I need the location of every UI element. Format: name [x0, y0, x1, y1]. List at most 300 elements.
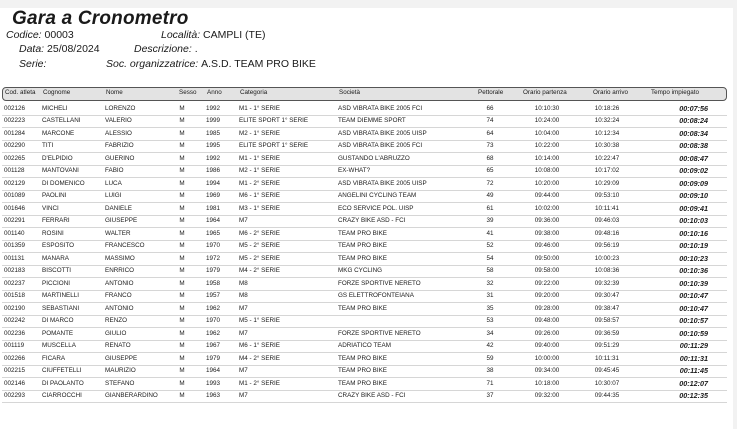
cell-orario-partenza: 09:48:00: [534, 317, 560, 324]
cell-anno: 1992: [206, 154, 221, 162]
cell-cognome: MARCONE: [42, 129, 75, 137]
cell-cod-atleta: 001359: [4, 242, 26, 249]
cell-tempo-impiegato: 00:07:56: [679, 103, 708, 113]
cell-anno: 1992: [206, 104, 221, 112]
table-row: [2, 316, 727, 329]
cell-nome: FRANCESCO: [105, 242, 145, 249]
cell-nome: VALERIO: [105, 117, 132, 124]
cell-nome: LUCA: [105, 179, 122, 187]
cell-cognome: MUSCELLA: [42, 342, 76, 349]
cell-cognome: MARTINELLI: [42, 292, 79, 299]
cell-pettorale: 74: [486, 117, 494, 124]
col-pettorale: Pettorale: [478, 89, 504, 96]
cell-pettorale: 41: [486, 229, 494, 237]
cell-cod-atleta: 002215: [4, 367, 26, 374]
cell-nome: GUERINO: [105, 154, 135, 162]
cell-categoria: M1 - 2° SERIE: [239, 179, 281, 187]
table-row: [2, 153, 727, 166]
cell-tempo-impiegato: 00:08:38: [679, 141, 708, 150]
cell-anno: 1964: [206, 217, 221, 224]
cell-sesso: M: [179, 167, 185, 174]
data-label: Data:: [19, 43, 45, 55]
cell-anno: 1958: [206, 279, 221, 287]
cell-pettorale: 34: [486, 329, 494, 337]
cell-anno: 1969: [206, 192, 221, 199]
cell-societa: GUSTANDO L'ABRUZZO: [338, 154, 410, 162]
cell-societa: CRAZY BIKE ASD - FCI: [338, 217, 406, 224]
cell-nome: ANTONIO: [105, 279, 134, 287]
cell-sesso: M: [179, 267, 185, 274]
cell-pettorale: 32: [486, 279, 494, 287]
table-row: [2, 178, 727, 191]
cell-societa: TEAM PRO BIKE: [338, 304, 387, 312]
cell-tempo-impiegato: 00:08:24: [679, 116, 708, 125]
cell-cod-atleta: 002265: [4, 154, 26, 162]
cell-tempo-impiegato: 00:11:45: [679, 366, 708, 375]
cell-societa: TEAM PRO BIKE: [338, 379, 387, 387]
cell-nome: RENZO: [105, 317, 128, 324]
cell-cod-atleta: 002223: [4, 117, 26, 124]
cell-sesso: M: [179, 342, 185, 349]
table-row: [2, 103, 727, 116]
cell-orario-arrivo: 09:30:47: [594, 292, 620, 299]
cell-societa: MKG CYCLING: [338, 267, 383, 274]
cell-nome: FABIO: [105, 167, 124, 174]
cell-tempo-impiegato: 00:12:35: [679, 391, 708, 400]
cell-anno: 1993: [206, 379, 221, 387]
cell-pettorale: 54: [486, 254, 494, 262]
descrizione-value: .: [194, 43, 198, 55]
cell-pettorale: 35: [486, 304, 494, 312]
cell-pettorale: 71: [486, 379, 494, 387]
cell-nome: GIULIO: [105, 329, 127, 337]
cell-anno: 1963: [206, 392, 221, 399]
cell-anno: 1970: [206, 317, 221, 324]
table-row: [2, 303, 727, 316]
table-row: [2, 203, 727, 216]
cell-pettorale: 42: [486, 342, 494, 349]
cell-orario-partenza: 09:46:00: [534, 242, 560, 249]
cell-sesso: M: [179, 192, 185, 199]
cell-anno: 1995: [206, 142, 221, 149]
cell-nome: FRANCO: [105, 292, 132, 299]
cell-pettorale: 59: [486, 354, 494, 362]
cell-cod-atleta: 001518: [4, 292, 26, 299]
cell-societa: CRAZY BIKE ASD - FCI: [338, 392, 406, 399]
cell-cod-atleta: 002266: [4, 354, 26, 362]
cell-orario-partenza: 09:50:00: [534, 254, 560, 262]
cell-pettorale: 37: [486, 392, 494, 399]
cell-sesso: M: [179, 129, 185, 137]
table-row: [2, 266, 727, 279]
cell-nome: WALTER: [105, 229, 131, 237]
cell-categoria: M1 - 2° SERIE: [239, 379, 281, 387]
cell-cod-atleta: 002237: [4, 279, 26, 287]
cell-cognome: ESPOSITO: [42, 242, 75, 249]
col-cod-atleta: Cod. atleta: [5, 89, 36, 96]
cell-cod-atleta: 002293: [4, 392, 26, 399]
cell-societa: ANGELINI CYCLING TEAM: [338, 192, 417, 199]
cell-orario-arrivo: 10:17:02: [594, 167, 620, 174]
soc-value: A.S.D. TEAM PRO BIKE: [201, 58, 316, 70]
cell-cod-atleta: 002291: [4, 217, 26, 224]
soc-label: Soc. organizzatrice:: [106, 58, 199, 70]
cell-cod-atleta: 002146: [4, 379, 26, 387]
cell-nome: FABRIZIO: [105, 142, 134, 149]
cell-sesso: M: [179, 179, 185, 187]
cell-nome: LORENZO: [105, 104, 136, 112]
cell-societa: ASD VIBRATA BIKE 2005 FCI: [338, 104, 423, 112]
cell-cod-atleta: 002126: [4, 104, 26, 112]
cell-categoria: M6 - 1° SERIE: [239, 192, 281, 199]
table-row: [2, 291, 727, 304]
cell-tempo-impiegato: 00:10:03: [679, 216, 708, 225]
cell-cod-atleta: 002242: [4, 317, 26, 324]
cell-orario-partenza: 09:34:00: [534, 367, 560, 374]
cell-orario-partenza: 09:38:00: [534, 229, 560, 237]
cell-anno: 1979: [206, 267, 221, 274]
cell-tempo-impiegato: 00:11:29: [679, 341, 708, 350]
page-title: Gara a Cronometro: [12, 8, 189, 29]
cell-pettorale: 65: [486, 167, 494, 174]
cell-pettorale: 61: [486, 204, 494, 212]
cell-cod-atleta: 001128: [4, 167, 25, 174]
cell-sesso: M: [179, 229, 185, 237]
cell-pettorale: 66: [486, 104, 494, 112]
cell-orario-partenza: 09:28:00: [534, 304, 560, 312]
cell-categoria: M6 - 1° SERIE: [239, 342, 281, 349]
cell-pettorale: 73: [486, 142, 494, 149]
cell-cognome: TITI: [42, 142, 54, 149]
cell-societa: GS ELETTROFONTEIANA: [338, 292, 414, 299]
cell-pettorale: 72: [486, 179, 494, 187]
cell-nome: STEFANO: [105, 379, 135, 387]
cell-orario-partenza: 09:22:00: [534, 279, 560, 287]
col-societa: Società: [339, 89, 361, 96]
data-field: [19, 43, 100, 55]
cell-sesso: M: [179, 354, 185, 362]
cell-orario-partenza: 09:20:00: [534, 292, 560, 299]
localita-label: Località:: [161, 29, 201, 41]
cell-orario-arrivo: 10:00:23: [594, 254, 620, 262]
cell-tempo-impiegato: 00:10:36: [679, 266, 708, 275]
cell-cognome: DI MARCO: [42, 317, 74, 324]
cell-tempo-impiegato: 00:09:02: [679, 166, 708, 175]
cell-cognome: BISCOTTI: [42, 267, 72, 274]
cell-pettorale: 49: [486, 192, 494, 199]
cell-orario-arrivo: 09:32:39: [594, 279, 620, 287]
cell-societa: ASD VIBRATA BIKE 2005 UISP: [338, 129, 427, 137]
cell-tempo-impiegato: 00:10:23: [679, 253, 708, 263]
cell-cognome: VINCI: [42, 204, 59, 212]
cell-societa: TEAM PRO BIKE: [338, 229, 387, 237]
cell-sesso: M: [179, 204, 185, 212]
cell-nome: ALESSIO: [105, 129, 132, 137]
cell-anno: 1972: [206, 254, 221, 262]
cell-nome: MASSIMO: [105, 254, 135, 262]
cell-orario-partenza: 10:04:00: [534, 129, 560, 137]
serie-label: Serie:: [19, 58, 47, 70]
cell-categoria: M2 - 1° SERIE: [239, 129, 281, 137]
cell-pettorale: 68: [486, 154, 494, 162]
cell-categoria: M6 - 2° SERIE: [239, 229, 281, 237]
cell-sesso: M: [179, 154, 185, 162]
cell-nome: ANTONIO: [105, 304, 134, 312]
cell-cod-atleta: 002236: [4, 329, 26, 337]
cell-orario-partenza: 10:18:00: [534, 379, 560, 387]
soc-field: [106, 58, 316, 70]
cell-anno: 1964: [206, 367, 221, 374]
cell-cod-atleta: 001284: [4, 129, 26, 137]
cell-pettorale: 53: [486, 317, 494, 324]
cell-anno: 1967: [206, 342, 221, 349]
cell-categoria: M4 - 2° SERIE: [239, 354, 281, 362]
cell-orario-arrivo: 10:30:38: [594, 142, 620, 149]
cell-categoria: M7: [239, 304, 248, 312]
data-value: 25/08/2024: [47, 43, 100, 55]
cell-orario-arrivo: 09:36:59: [594, 329, 620, 337]
cell-cognome: DI PAOLANTO: [42, 379, 84, 387]
localita-field: [161, 29, 265, 41]
results-sheet: [0, 8, 733, 429]
cell-pettorale: 58: [486, 267, 494, 274]
cell-cod-atleta: 001089: [4, 192, 26, 199]
cell-sesso: M: [179, 217, 185, 224]
cell-orario-partenza: 10:22:00: [534, 142, 560, 149]
cell-cognome: MANARA: [42, 254, 69, 262]
codice-label: Codice:: [6, 29, 42, 41]
cell-categoria: M4 - 2° SERIE: [239, 267, 281, 274]
cell-sesso: M: [179, 392, 185, 399]
table-row: [2, 216, 727, 229]
cell-tempo-impiegato: 00:10:16: [679, 228, 708, 238]
cell-anno: 1962: [206, 304, 221, 312]
table-row: [2, 391, 727, 404]
cell-societa: TEAM PRO BIKE: [338, 367, 387, 374]
cell-tempo-impiegato: 00:09:09: [679, 178, 708, 188]
cell-nome: GIANBERARDINO: [105, 392, 158, 399]
cell-categoria: M1 - 1° SERIE: [239, 154, 281, 162]
cell-cognome: POMANTE: [42, 329, 74, 337]
cell-categoria: M7: [239, 367, 248, 374]
cell-tempo-impiegato: 00:08:47: [679, 153, 708, 163]
cell-cognome: CASTELLANI: [42, 117, 81, 124]
table-row: [2, 378, 727, 391]
cell-cod-atleta: 001119: [4, 342, 25, 349]
cell-cod-atleta: 001140: [4, 229, 25, 237]
cell-nome: ENRRICO: [105, 267, 135, 274]
results-table: [2, 103, 727, 403]
cell-anno: 1986: [206, 167, 221, 174]
cell-anno: 1994: [206, 179, 221, 187]
cell-orario-arrivo: 09:53:10: [594, 192, 620, 199]
table-row: [2, 128, 727, 141]
table-row: [2, 191, 727, 204]
cell-orario-arrivo: 10:29:09: [594, 179, 620, 187]
cell-tempo-impiegato: 00:11:31: [679, 353, 708, 363]
table-row: [2, 241, 727, 254]
cell-tempo-impiegato: 00:10:39: [679, 278, 708, 288]
cell-tempo-impiegato: 00:09:41: [679, 203, 708, 213]
cell-anno: 1962: [206, 329, 221, 337]
cell-sesso: M: [179, 254, 185, 262]
cell-sesso: M: [179, 329, 185, 337]
cell-orario-arrivo: 10:32:24: [594, 117, 620, 124]
cell-orario-partenza: 09:58:00: [534, 267, 560, 274]
cell-sesso: M: [179, 142, 185, 149]
cell-anno: 1981: [206, 204, 221, 212]
cell-sesso: M: [179, 104, 185, 112]
col-orario-partenza: Orario partenza: [523, 89, 567, 96]
cell-pettorale: 31: [486, 292, 494, 299]
cell-societa: EX-WHAT?: [338, 167, 371, 174]
cell-orario-arrivo: 09:56:19: [594, 242, 620, 249]
cell-cod-atleta: 001646: [4, 204, 26, 212]
cell-anno: 1965: [206, 229, 221, 237]
cell-societa: ADRIATICO TEAM: [338, 342, 391, 349]
col-sesso: Sesso: [179, 89, 197, 96]
cell-nome: GIUSEPPE: [105, 217, 138, 224]
cell-cognome: CIARROCCHI: [42, 392, 82, 399]
cell-orario-partenza: 10:08:00: [534, 167, 560, 174]
table-row: [2, 141, 727, 154]
cell-tempo-impiegato: 00:09:10: [679, 191, 708, 200]
cell-tempo-impiegato: 00:10:57: [679, 316, 708, 325]
cell-tempo-impiegato: 00:08:34: [679, 128, 708, 138]
cell-sesso: M: [179, 304, 185, 312]
table-row: [2, 328, 727, 341]
cell-categoria: M7: [239, 392, 248, 399]
cell-tempo-impiegato: 00:10:47: [679, 303, 708, 313]
cell-anno: 1985: [206, 129, 221, 137]
codice-field: [6, 29, 74, 41]
cell-orario-arrivo: 10:08:36: [594, 267, 620, 274]
cell-orario-partenza: 09:44:00: [534, 192, 560, 199]
cell-cognome: ROSINI: [42, 229, 64, 237]
cell-categoria: M3 - 1° SERIE: [239, 204, 281, 212]
table-row: [2, 278, 727, 291]
localita-value: CAMPLI (TE): [203, 29, 266, 41]
cell-sesso: M: [179, 292, 185, 299]
cell-pettorale: 39: [486, 217, 494, 224]
cell-sesso: M: [179, 379, 185, 387]
cell-anno: 1970: [206, 242, 221, 249]
cell-societa: TEAM PRO BIKE: [338, 354, 387, 362]
cell-orario-partenza: 09:26:00: [534, 329, 560, 337]
cell-cognome: CIUFFETELLI: [42, 367, 82, 374]
col-categoria: Categoria: [240, 89, 268, 96]
cell-cognome: PICCIONI: [42, 279, 70, 287]
cell-orario-arrivo: 09:38:47: [594, 304, 620, 312]
col-tempo-impiegato: Tempo impiegato: [651, 89, 699, 96]
cell-categoria: M7: [239, 217, 248, 224]
cell-categoria: ELITE SPORT 1° SERIE: [239, 117, 309, 124]
cell-categoria: M8: [239, 279, 248, 287]
cell-tempo-impiegato: 00:12:07: [679, 378, 708, 388]
cell-orario-partenza: 10:24:00: [534, 117, 560, 124]
cell-orario-arrivo: 10:30:07: [594, 379, 620, 387]
cell-societa: FORZE SPORTIVE NERETO: [338, 329, 421, 337]
codice-value: 00003: [44, 29, 74, 41]
cell-orario-arrivo: 09:45:45: [594, 367, 620, 374]
table-row: [2, 228, 727, 241]
cell-sesso: M: [179, 317, 185, 324]
cell-societa: ASD VIBRATA BIKE 2005 FCI: [338, 142, 423, 149]
serie-field: [19, 58, 46, 70]
cell-anno: 1999: [206, 117, 221, 124]
cell-cod-atleta: 002183: [4, 267, 26, 274]
col-orario-arrivo: Orario arrivo: [593, 89, 628, 96]
cell-categoria: M7: [239, 329, 248, 337]
table-row: [2, 116, 727, 129]
cell-cognome: FICARA: [42, 354, 66, 362]
cell-sesso: M: [179, 242, 185, 249]
cell-orario-arrivo: 09:46:03: [594, 217, 620, 224]
cell-orario-partenza: 10:02:00: [534, 204, 560, 212]
cell-cognome: SEBASTIANI: [42, 304, 80, 312]
col-cognome: Cognome: [43, 89, 71, 96]
cell-cod-atleta: 001131: [4, 254, 25, 262]
cell-pettorale: 52: [486, 242, 494, 249]
cell-nome: MAURIZIO: [105, 367, 136, 374]
cell-orario-arrivo: 09:58:57: [594, 317, 620, 324]
cell-orario-arrivo: 09:51:29: [594, 342, 620, 349]
table-row: [2, 353, 727, 366]
cell-anno: 1979: [206, 354, 221, 362]
cell-pettorale: 64: [486, 129, 494, 137]
table-row: [2, 253, 727, 266]
col-nome: Nome: [106, 89, 123, 96]
cell-societa: ASD VIBRATA BIKE 2005 UISP: [338, 179, 427, 187]
cell-orario-arrivo: 10:11:41: [594, 204, 620, 212]
cell-societa: TEAM DIEMME SPORT: [338, 117, 406, 124]
descrizione-field: [134, 43, 198, 55]
cell-categoria: M5 - 1° SERIE: [239, 317, 281, 324]
cell-cod-atleta: 002290: [4, 142, 26, 149]
table-row: [2, 341, 727, 354]
cell-nome: RENATO: [105, 342, 131, 349]
cell-orario-arrivo: 09:44:35: [594, 392, 620, 399]
table-row: [2, 366, 727, 379]
cell-nome: DANIELE: [105, 204, 132, 212]
descrizione-label: Descrizione:: [134, 43, 192, 55]
cell-tempo-impiegato: 00:10:19: [679, 241, 708, 250]
cell-categoria: M1 - 1° SERIE: [239, 104, 281, 112]
cell-anno: 1957: [206, 292, 221, 299]
cell-orario-partenza: 10:10:30: [534, 104, 560, 112]
cell-orario-partenza: 10:14:00: [534, 154, 560, 162]
cell-societa: FORZE SPORTIVE NERETO: [338, 279, 421, 287]
col-anno: Anno: [207, 89, 222, 96]
cell-orario-arrivo: 09:48:16: [594, 229, 620, 237]
cell-categoria: M2 - 1° SERIE: [239, 167, 281, 174]
cell-orario-arrivo: 10:22:47: [594, 154, 620, 162]
cell-orario-arrivo: 10:18:26: [594, 104, 620, 112]
cell-cognome: MICHELI: [42, 104, 68, 112]
cell-societa: ECO SERVICE POL. UISP: [338, 204, 414, 212]
cell-cognome: D'ELPIDIO: [42, 154, 73, 162]
cell-orario-partenza: 09:40:00: [534, 342, 560, 349]
cell-orario-arrivo: 10:11:31: [594, 354, 620, 362]
cell-sesso: M: [179, 117, 185, 124]
cell-sesso: M: [179, 367, 185, 374]
table-row: [2, 166, 727, 179]
cell-tempo-impiegato: 00:10:47: [679, 291, 708, 300]
cell-orario-arrivo: 10:12:34: [594, 129, 620, 137]
cell-sesso: M: [179, 279, 185, 287]
cell-societa: TEAM PRO BIKE: [338, 242, 387, 249]
cell-categoria: M5 - 2° SERIE: [239, 254, 281, 262]
